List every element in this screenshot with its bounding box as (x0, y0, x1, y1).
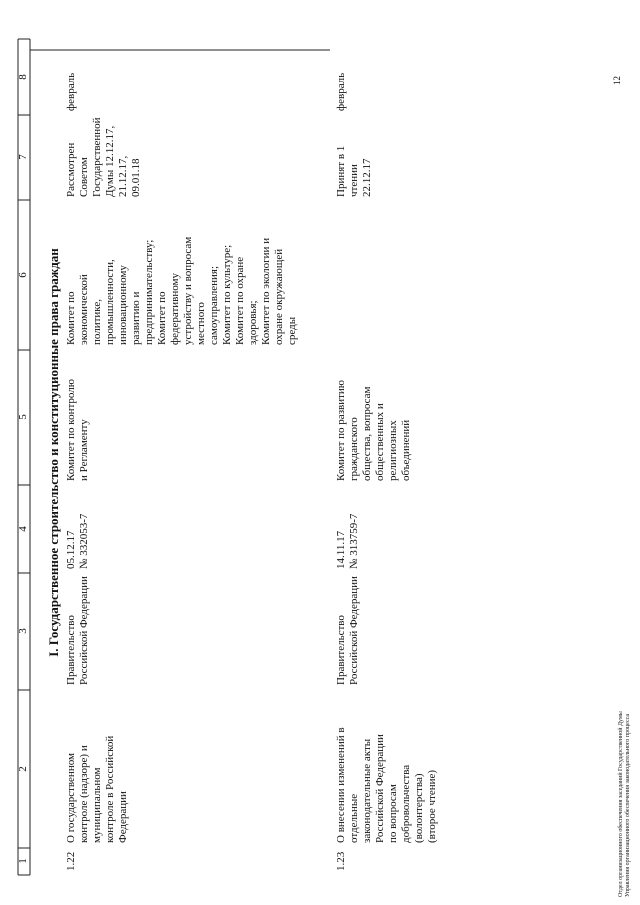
bill-initiator: Правительство Российской Федерации (335, 576, 360, 685)
column-header-7: 7 (17, 154, 29, 160)
column-header-1: 1 (17, 858, 29, 864)
responsible-committee: Комитет по развитию гражданского общества, вопросам общественных и религиозных объединений (335, 379, 412, 481)
bill-status: Принят в 1 чтении 22.12.17 (335, 145, 373, 197)
bill-initiator: Правительство Российской Федерации (65, 576, 90, 685)
section-title: I. Государственное строительство и конституционные права граждан (46, 248, 61, 657)
responsible-committee: Комитет по контролю и Регламенту (65, 379, 90, 481)
bill-registration: 14.11.17 № 313759-7 (335, 513, 360, 569)
bill-title: О государственном контроле (надзоре) и муниципальном контроле в Российской Федерации (65, 735, 129, 843)
column-header-5: 5 (17, 414, 29, 420)
bill-title: О внесении изменений в отдельные законодательные акты Российской Федерации по вопросам добровольчества (волонтерства) (второе чтение) (335, 727, 438, 843)
row-number: 1.22 (65, 851, 77, 871)
page-number: 12 (612, 76, 622, 85)
co-committees: Комитет по экономической политике, промышленности, инновационному развитию и предпринимательству; Комитет по федеративному устройству и вопросам местного самоуправления; Комитет по культуре; Комитет по охране здоровья; Комитет по экологии и охране окружающей среды (65, 236, 298, 345)
column-header-8: 8 (17, 74, 29, 80)
planned-month: февраль (335, 72, 347, 111)
bill-registration: 05.12.17 № 332053-7 (65, 513, 90, 569)
footer-department: Отдел организационного обеспечения заседаний Государственной Думы Управления организационного обеспечения законодательного процесса (618, 711, 631, 897)
row-number: 1.23 (335, 851, 347, 871)
column-header-2: 2 (17, 766, 29, 772)
bill-status: Рассмотрен Советом Государственной Думы 12.12.17, 21.12.17, 09.01.18 (65, 117, 142, 197)
planned-month: февраль (65, 72, 77, 111)
column-header-6: 6 (17, 272, 29, 278)
column-header-3: 3 (17, 628, 29, 634)
column-header-4: 4 (17, 526, 29, 532)
